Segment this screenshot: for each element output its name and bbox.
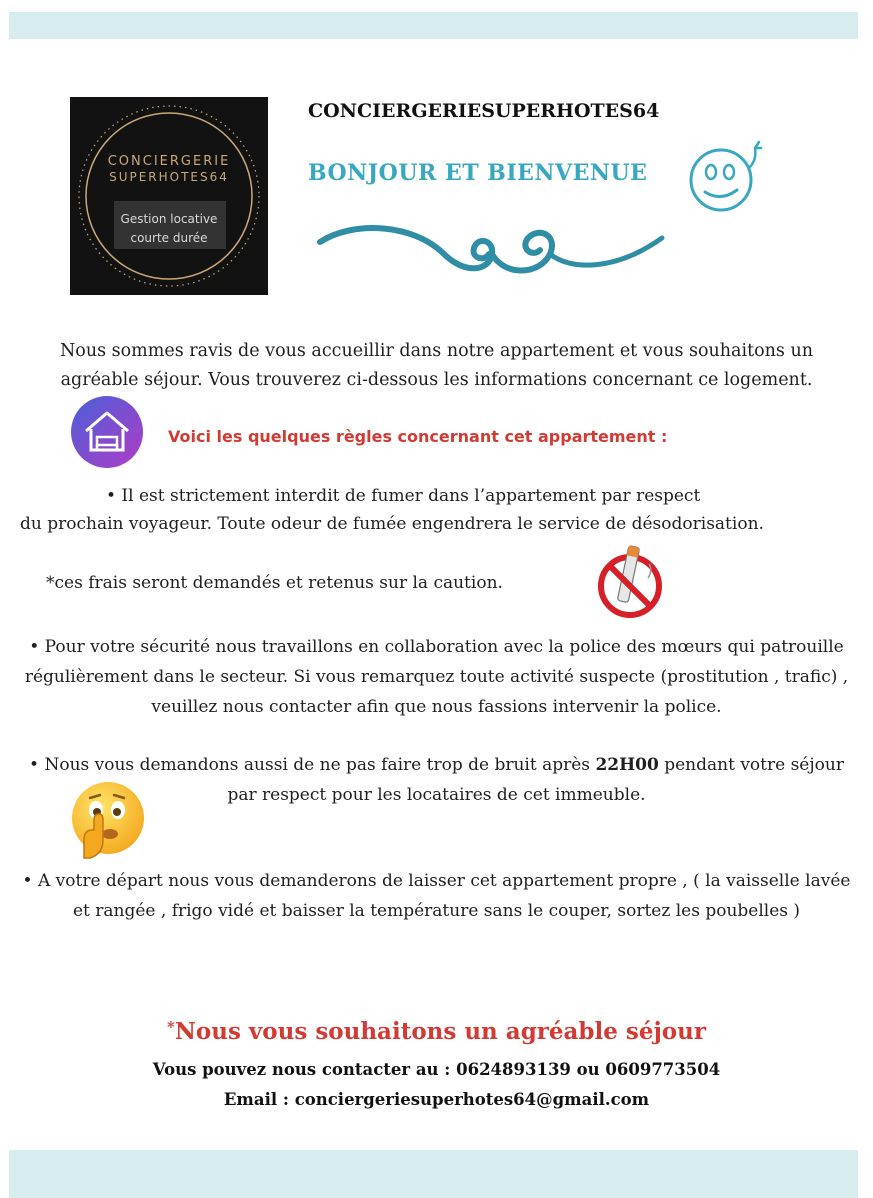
logo-sub2: courte durée bbox=[130, 231, 208, 245]
logo-line2: SUPERHOTES64 bbox=[109, 170, 229, 184]
welcome-heading: BONJOUR ET BIENVENUE bbox=[308, 160, 648, 186]
contact-phones: Vous pouvez nous contacter au : 0624893139 ou 0609773504 bbox=[152, 1060, 721, 1079]
logo bbox=[70, 97, 268, 295]
intro-paragraph: Nous sommes ravis de vous accueillir dans notre appartement et vous souhaitons un agréable séjour. Vous trouverez ci-dessous les informations concernant ce logement. bbox=[59, 341, 814, 390]
ornamental-swirl bbox=[314, 214, 674, 284]
noise-rule-after: pendant votre séjour par respect pour les locataires de cet immeuble. bbox=[227, 755, 844, 805]
closing-message bbox=[0, 1018, 873, 1045]
smoking-rule-line1: • Il est strictement interdit de fumer dans l’appartement par respect bbox=[106, 486, 701, 506]
smoking-fee-note: *ces frais seront demandés et retenus sur la caution. bbox=[46, 573, 503, 593]
rules-heading: Voici les quelques règles concernant cet appartement : bbox=[168, 427, 668, 446]
departure-rule: • A votre départ nous vous demanderons de laisser cet appartement propre , ( la vaisselle lavée et rangée , frigo vidé et baisser la température sans le couper, sortez les poubelles ) bbox=[22, 871, 851, 921]
closing-text: Nous vous souhaitons un agréable séjour bbox=[174, 1018, 706, 1045]
shushing-emoji-icon bbox=[66, 778, 148, 860]
bottom-band bbox=[9, 1150, 858, 1198]
noise-rule-before: • Nous vous demandons aussi de ne pas faire trop de bruit après bbox=[29, 755, 596, 775]
security-rule: • Pour votre sécurité nous travaillons en collaboration avec la police des mœurs qui patrouille régulièrement dans le secteur. Si vous remarquez toute activité suspecte (prostitution , trafic) , veuillez nous contacter afin que nous fassions intervenir la police. bbox=[24, 637, 849, 717]
smoking-rule-rest: du prochain voyageur. Toute odeur de fumée engendrera le service de désodorisation. bbox=[20, 514, 764, 534]
house-bed-icon bbox=[70, 395, 144, 469]
brand-title: CONCIERGERIESUPERHOTES64 bbox=[308, 100, 660, 122]
noise-time: 22H00 bbox=[595, 755, 659, 775]
logo-sub1: Gestion locative bbox=[120, 212, 218, 226]
contact-email: Email : conciergeriesuperhotes64@gmail.com bbox=[223, 1090, 650, 1109]
closing-star: * bbox=[167, 1018, 175, 1036]
logo-line1: CONCIERGERIE bbox=[107, 154, 231, 169]
smiley-face-icon bbox=[685, 140, 765, 216]
top-band bbox=[9, 12, 858, 39]
no-smoking-icon bbox=[593, 540, 667, 620]
smoking-rule bbox=[20, 482, 853, 538]
